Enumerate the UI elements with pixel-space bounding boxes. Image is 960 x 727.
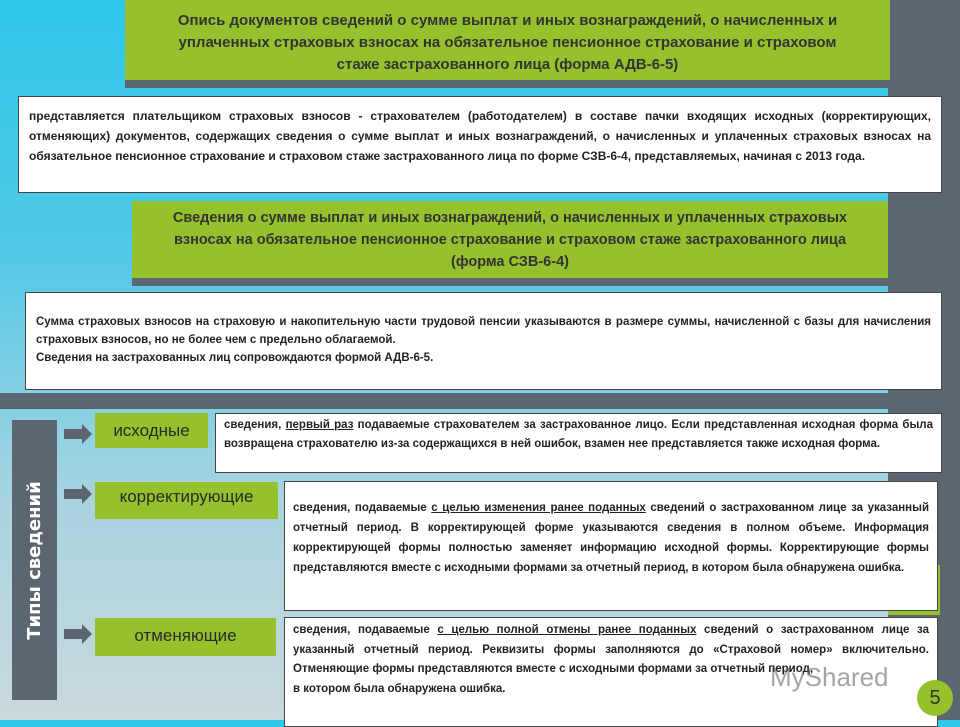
divider-band xyxy=(0,393,888,409)
desc-text: в котором была обнаружена ошибка. xyxy=(293,682,506,695)
type-label-cancelling: отменяющие xyxy=(95,618,276,656)
szv-text-line2: Сведения на застрахованных лиц сопровождаются формой АДВ-6-5. xyxy=(36,352,434,364)
arrow-right-icon xyxy=(64,484,92,504)
arrow-right-icon xyxy=(64,424,92,444)
desc-text: сведения, подаваемые xyxy=(293,624,438,636)
desc-text: подаваемые страхователем за застрахованное лицо. Если представленная исходная форма была возвращена страхователю из-за содержащихся в ней ошибок, взамен нее представляется также исходная форма. xyxy=(224,419,933,450)
desc-text: сведения, xyxy=(224,419,286,431)
desc-emphasis: с целью полной отмены ранее поданных xyxy=(437,624,697,636)
type-desc-original xyxy=(215,413,942,473)
title-adv-6-5: Опись документов сведений о сумме выплат и иных вознаграждений, о начисленных и уплаченных страховых взносах на обязательное пенсионное страхование и страховом стаже застрахованного лица (форма АДВ-6-5) xyxy=(125,0,890,80)
desc-emphasis: с целью изменения ранее поданных xyxy=(431,502,646,514)
type-label-corrective: корректирующие xyxy=(95,482,278,519)
title-szv-6-4: Сведения о сумме выплат и иных вознаграждений, о начисленных и уплаченных страховых взносах на обязательное пенсионное страхование и страховом стаже застрахованного лица (форма СЗВ-6-4) xyxy=(132,201,888,278)
desc-emphasis: первый раз xyxy=(285,419,354,431)
desc-text: сведения, подаваемые xyxy=(293,502,432,514)
type-desc-corrective xyxy=(284,481,938,611)
text-szv-6-4 xyxy=(25,292,942,390)
type-label-original: исходные xyxy=(95,413,208,448)
watermark: MyShared xyxy=(770,662,889,692)
szv-text-line: Сумма страховых взносов на страховую и накопительную части трудовой пенсии указываются в размере суммы, начисленной с базы для начисления страховых взносов, но не более чем с предельно облагаемой. xyxy=(36,316,931,346)
desc-text: сведений о застрахованном лице за указанный отчетный период. В корректирующей форме указываются сведения в полном объеме. Информация корректирующей формы полностью заменяет информацию исходной формы. Корректирующие формы представляются вместе с исходными формами за отчетный период, в котором была обнаружена ошибка. xyxy=(293,502,930,574)
arrow-right-icon xyxy=(64,624,92,644)
page-number: 5 xyxy=(917,680,953,716)
text-adv-6-5: представляется плательщиком страховых взносов - страхователем (работодателем) в составе пачки входящих исходных (корректирующих, отменяющих) документов, содержащих сведения о сумме выплат и иных вознаграждений, о начисленных и уплаченных страховых взносах на обязательное пенсионное страхование и страховом стаже застрахованного лица по форме СЗВ-6-4, представляемых, начиная с 2013 года. xyxy=(18,96,942,193)
desc-text: сведений о застрахованном лице за указанный отчетный период. Реквизиты формы заполняются до «Страховой номер» включительно. Отменяющие формы представляются вместе с исходными формами за отчетный период, xyxy=(293,624,929,675)
types-label: Типы сведений xyxy=(24,480,46,640)
types-label-box xyxy=(12,420,57,700)
